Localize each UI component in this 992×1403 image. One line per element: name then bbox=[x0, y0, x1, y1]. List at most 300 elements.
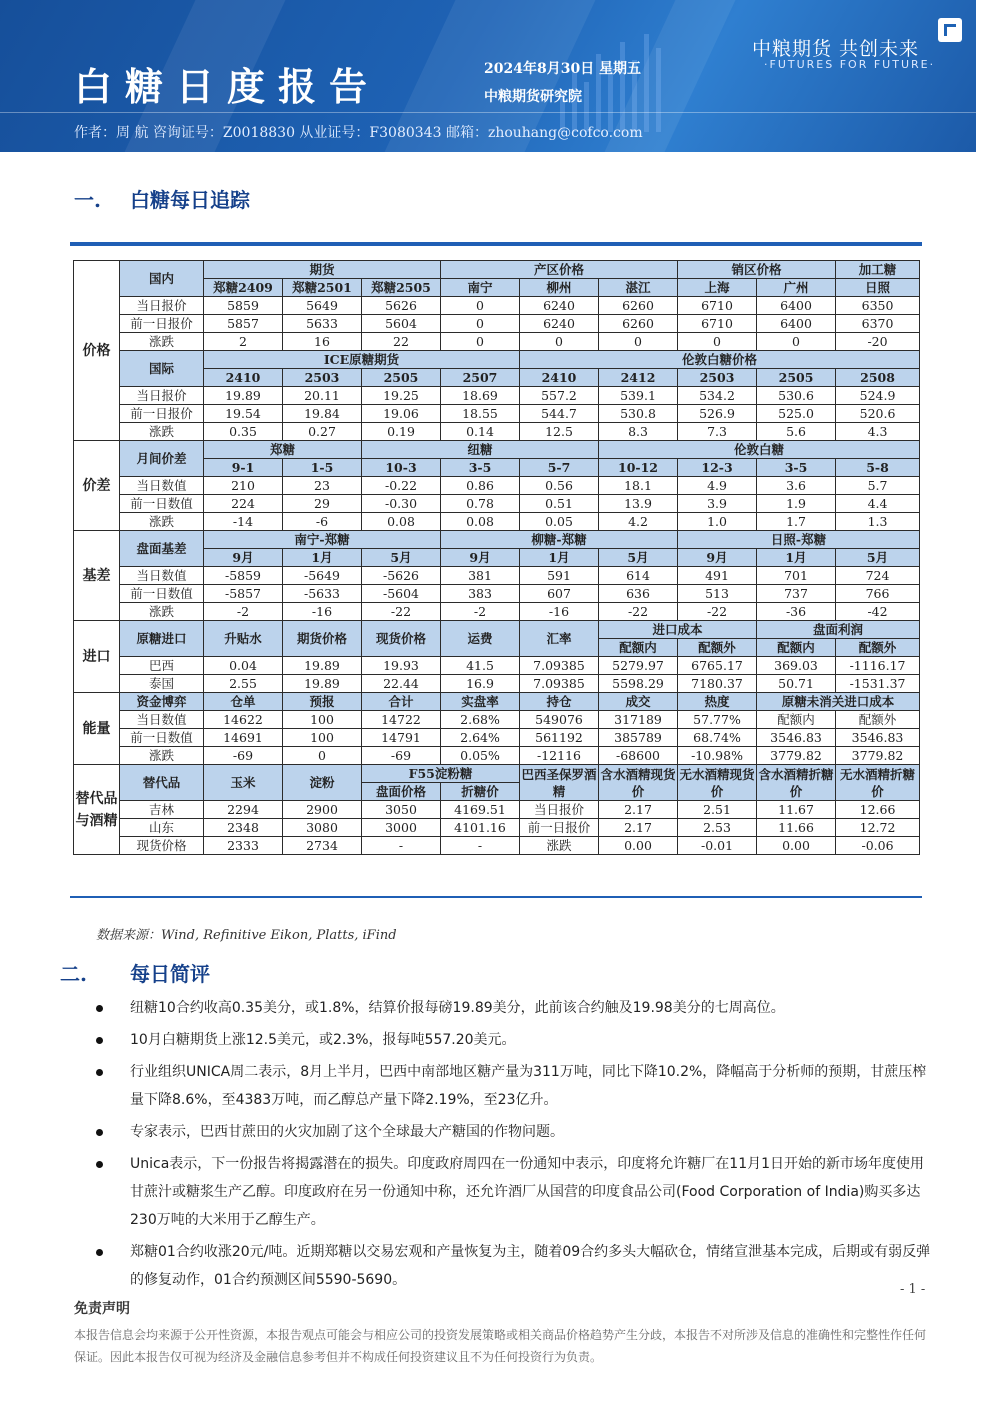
data-cell: 50.71 bbox=[757, 675, 836, 693]
data-cell: 2.17 bbox=[599, 801, 678, 819]
header-cell: 替代品 bbox=[120, 765, 204, 801]
table-row bbox=[74, 585, 920, 603]
data-cell: 491 bbox=[678, 567, 757, 585]
data-cell: 22 bbox=[362, 333, 441, 351]
table-row bbox=[74, 711, 920, 729]
data-cell: 29 bbox=[283, 495, 362, 513]
company-logo-icon bbox=[938, 18, 962, 42]
table-row bbox=[74, 423, 920, 441]
subheader-cell: 5-7 bbox=[520, 459, 599, 477]
data-cell: 7180.37 bbox=[678, 675, 757, 693]
data-cell: 5649 bbox=[283, 297, 362, 315]
data-cell: 2348 bbox=[204, 819, 283, 837]
header-cell: 含水酒精现货价 bbox=[600, 766, 676, 799]
data-cell: 当日报价 bbox=[520, 801, 599, 819]
data-cell: -42 bbox=[836, 603, 920, 621]
data-cell: 5857 bbox=[204, 315, 283, 333]
subheader-cell: 郑糖2501 bbox=[283, 279, 362, 297]
data-cell: 557.2 bbox=[520, 387, 599, 405]
section1-number: 一. bbox=[74, 188, 101, 212]
data-cell: 539.1 bbox=[599, 387, 678, 405]
subheader-cell: 日照 bbox=[836, 279, 920, 297]
data-cell: 23 bbox=[283, 477, 362, 495]
data-cell: 0.08 bbox=[362, 513, 441, 531]
header-cell: 国内 bbox=[120, 261, 204, 297]
bullet-icon bbox=[96, 1161, 103, 1168]
row-label: 泰国 bbox=[120, 675, 204, 693]
row-label: 涨跌 bbox=[120, 603, 204, 621]
subheader-cell: 上海 bbox=[678, 279, 757, 297]
row-label: 当日数值 bbox=[120, 477, 204, 495]
header-cell: 运费 bbox=[441, 621, 520, 657]
data-cell: 607 bbox=[520, 585, 599, 603]
data-cell: 0 bbox=[520, 333, 599, 351]
data-cell: 4101.16 bbox=[441, 819, 520, 837]
data-cell: 1.9 bbox=[757, 495, 836, 513]
group-basis: 基差 bbox=[74, 531, 120, 621]
row-label: 涨跌 bbox=[120, 333, 204, 351]
bullet-icon bbox=[96, 1037, 103, 1044]
data-cell: 701 bbox=[757, 567, 836, 585]
header-cell: 柳糖-郑糖 bbox=[441, 531, 678, 549]
data-cell: 530.6 bbox=[757, 387, 836, 405]
header-cell: 无水酒精折糖价 bbox=[836, 765, 920, 801]
data-cell: 0 bbox=[757, 333, 836, 351]
table-row bbox=[74, 513, 920, 531]
data-cell: 5279.97 bbox=[599, 657, 678, 675]
row-label: 涨跌 bbox=[120, 747, 204, 765]
data-cell: 3050 bbox=[362, 801, 441, 819]
row-label: 涨跌 bbox=[120, 513, 204, 531]
data-cell: 636 bbox=[599, 585, 678, 603]
data-cell: 2.53 bbox=[678, 819, 757, 837]
header-cell: 持仓 bbox=[520, 693, 599, 711]
data-cell: - bbox=[362, 837, 441, 855]
subheader-cell: 广州 bbox=[757, 279, 836, 297]
header-cell: 淀粉 bbox=[283, 765, 362, 801]
data-cell: 41.5 bbox=[441, 657, 520, 675]
subheader-cell: 5月 bbox=[836, 549, 920, 567]
header-cell: 销区价格 bbox=[678, 261, 836, 279]
report-date: 2024年8月30日 星期五 bbox=[484, 61, 642, 77]
data-cell: 524.9 bbox=[836, 387, 920, 405]
data-cell: 0.27 bbox=[283, 423, 362, 441]
bullet-icon bbox=[96, 1005, 103, 1012]
data-cell: 5.7 bbox=[836, 477, 920, 495]
row-label: 前一日数值 bbox=[120, 495, 204, 513]
list-item bbox=[96, 994, 934, 1022]
data-cell: 3080 bbox=[283, 819, 362, 837]
header-cell: 巴西圣保罗酒精 bbox=[521, 766, 597, 799]
data-cell: 383 bbox=[441, 585, 520, 603]
data-cell: 5626 bbox=[362, 297, 441, 315]
data-cell: 0.35 bbox=[204, 423, 283, 441]
data-cell: 6710 bbox=[678, 315, 757, 333]
data-cell: 3779.82 bbox=[757, 747, 836, 765]
data-cell: -0.22 bbox=[362, 477, 441, 495]
bullet-text: 纽糖10合约收高0.35美分，或1.8%，结算价报每磅19.89美分，此前该合约触及19.98美分的七周高位。 bbox=[130, 1000, 785, 1016]
header-cell: 预报 bbox=[283, 693, 362, 711]
data-cell: 2 bbox=[204, 333, 283, 351]
data-cell: 0 bbox=[441, 333, 520, 351]
row-label: 前一日报价 bbox=[120, 315, 204, 333]
header-cell: 国际 bbox=[120, 351, 204, 387]
data-source-note: 数据来源：Wind, Refinitive Eikon, Platts, iFind bbox=[96, 928, 397, 943]
data-cell: 3546.83 bbox=[836, 729, 920, 747]
subheader-cell: 南宁 bbox=[441, 279, 520, 297]
bullet-text: 行业组织UNICA周二表示，8月上半月，巴西中南部地区糖产量为311万吨，同比下降10.2%，降幅高于分析师的预期，甘蔗压榨量下降8.6%，至4383万吨，而乙醇总产量下降2.19%，至23亿升。 bbox=[130, 1064, 927, 1108]
header-cell: 无水酒精现货价 bbox=[679, 766, 755, 799]
table-row bbox=[74, 747, 920, 765]
table-row bbox=[74, 567, 920, 585]
data-cell: 3779.82 bbox=[836, 747, 920, 765]
data-cell: 0.19 bbox=[362, 423, 441, 441]
header-cell: 郑糖 bbox=[204, 441, 362, 459]
data-cell: 210 bbox=[204, 477, 283, 495]
header-cell: 汇率 bbox=[520, 621, 599, 657]
data-cell: -2 bbox=[441, 603, 520, 621]
brand-name: 中粮期货 共创未来 bbox=[752, 38, 920, 60]
data-cell: 2.17 bbox=[599, 819, 678, 837]
subheader-cell: 2412 bbox=[599, 369, 678, 387]
header-cell: 实盘率 bbox=[441, 693, 520, 711]
data-cell: 561192 bbox=[520, 729, 599, 747]
data-cell: 0.78 bbox=[441, 495, 520, 513]
section1-title: 白糖每日追踪 bbox=[130, 188, 250, 212]
header-cell: 仓单 bbox=[204, 693, 283, 711]
header-cell: 热度 bbox=[678, 693, 757, 711]
data-cell: 19.84 bbox=[283, 405, 362, 423]
data-cell: -14 bbox=[204, 513, 283, 531]
data-cell: 18.55 bbox=[441, 405, 520, 423]
data-cell: 2333 bbox=[204, 837, 283, 855]
header-cell: ICE原糖期货 bbox=[204, 351, 520, 369]
data-cell: 7.3 bbox=[678, 423, 757, 441]
bullet-icon bbox=[96, 1069, 103, 1076]
row-label: 当日数值 bbox=[120, 567, 204, 585]
table-row bbox=[74, 819, 920, 837]
data-cell: 0.00 bbox=[599, 837, 678, 855]
subheader-cell: 12-3 bbox=[678, 459, 757, 477]
subheader-cell: 1月 bbox=[283, 549, 362, 567]
table-row bbox=[74, 837, 920, 855]
data-cell: 16.9 bbox=[441, 675, 520, 693]
data-cell: -22 bbox=[678, 603, 757, 621]
table-row bbox=[74, 315, 920, 333]
data-cell: 6710 bbox=[678, 297, 757, 315]
subheader-cell: 2508 bbox=[836, 369, 920, 387]
group-price: 价格 bbox=[74, 261, 120, 441]
list-item bbox=[96, 1118, 934, 1146]
subheader-cell: 配额外 bbox=[678, 639, 757, 657]
data-cell: 11.66 bbox=[757, 819, 836, 837]
data-cell: -68600 bbox=[599, 747, 678, 765]
data-cell: 11.67 bbox=[757, 801, 836, 819]
data-cell: 5598.29 bbox=[599, 675, 678, 693]
data-cell: 6260 bbox=[599, 297, 678, 315]
group-substitute: 替代品与酒精 bbox=[74, 765, 120, 855]
row-label: 当日报价 bbox=[120, 297, 204, 315]
header-cell: 纽糖 bbox=[362, 441, 599, 459]
subheader-cell: 2410 bbox=[520, 369, 599, 387]
data-cell: 525.0 bbox=[757, 405, 836, 423]
subheader-cell: 9月 bbox=[678, 549, 757, 567]
sugar-tracking-table bbox=[73, 260, 920, 855]
data-cell: 8.3 bbox=[599, 423, 678, 441]
data-cell: 6240 bbox=[520, 297, 599, 315]
row-label: 现货价格 bbox=[120, 837, 204, 855]
data-cell: 614 bbox=[599, 567, 678, 585]
section2-number: 二. bbox=[60, 962, 87, 986]
subheader-cell: 1-5 bbox=[283, 459, 362, 477]
bullet-text: 10月白糖期货上涨12.5美元，或2.3%，报每吨557.20美元。 bbox=[130, 1032, 516, 1048]
bullet-text: 郑糖01合约收涨20元/吨。近期郑糖以交易宏观和产量恢复为主，随着09合约多头大幅砍仓，情绪宣泄基本完成，后期或有弱反弹的修复动作，01合约预测区间5590-5690。 bbox=[130, 1244, 931, 1288]
data-cell: 12.5 bbox=[520, 423, 599, 441]
data-cell: 0 bbox=[441, 297, 520, 315]
header-cell: 进口成本 bbox=[599, 621, 757, 639]
data-cell: 1.0 bbox=[678, 513, 757, 531]
data-cell: 57.77% bbox=[678, 711, 757, 729]
subheader-cell: 2505 bbox=[362, 369, 441, 387]
commentary-list bbox=[96, 994, 934, 1298]
data-cell: 3.6 bbox=[757, 477, 836, 495]
data-cell: 385789 bbox=[599, 729, 678, 747]
subheader-cell: 折糖价 bbox=[441, 783, 520, 801]
data-cell: 2900 bbox=[283, 801, 362, 819]
data-cell: 0 bbox=[678, 333, 757, 351]
data-cell: 100 bbox=[283, 729, 362, 747]
data-cell: 7.09385 bbox=[520, 675, 599, 693]
data-cell: 0.00 bbox=[757, 837, 836, 855]
data-cell: 16 bbox=[283, 333, 362, 351]
section2-title: 每日简评 bbox=[130, 962, 210, 986]
list-item bbox=[96, 1026, 934, 1054]
data-cell: 14622 bbox=[204, 711, 283, 729]
data-cell: -1116.17 bbox=[836, 657, 920, 675]
section1-rule bbox=[70, 242, 922, 246]
subheader-cell: 1月 bbox=[757, 549, 836, 567]
header-banner bbox=[0, 0, 976, 152]
data-cell: 19.93 bbox=[362, 657, 441, 675]
data-cell: 6260 bbox=[599, 315, 678, 333]
header-cell: 伦敦白糖价格 bbox=[520, 351, 920, 369]
data-cell: -10.98% bbox=[678, 747, 757, 765]
row-label: 山东 bbox=[120, 819, 204, 837]
data-cell: -12116 bbox=[520, 747, 599, 765]
data-cell: 0.56 bbox=[520, 477, 599, 495]
table-row bbox=[74, 675, 920, 693]
header-cell: 产区价格 bbox=[441, 261, 678, 279]
data-cell: 12.72 bbox=[836, 819, 920, 837]
data-cell: 2.55 bbox=[204, 675, 283, 693]
row-label: 涨跌 bbox=[120, 423, 204, 441]
table-row bbox=[74, 729, 920, 747]
subheader-cell: 1月 bbox=[520, 549, 599, 567]
data-cell: 1.3 bbox=[836, 513, 920, 531]
data-cell: 0.05 bbox=[520, 513, 599, 531]
data-cell: 6400 bbox=[757, 297, 836, 315]
subheader-cell: 配额内 bbox=[599, 639, 678, 657]
data-cell: 2294 bbox=[204, 801, 283, 819]
list-item bbox=[96, 1238, 934, 1294]
data-cell: 5604 bbox=[362, 315, 441, 333]
data-cell: 18.1 bbox=[599, 477, 678, 495]
data-cell: 591 bbox=[520, 567, 599, 585]
subheader-cell: 10-3 bbox=[362, 459, 441, 477]
data-cell: -6 bbox=[283, 513, 362, 531]
subheader-cell: 郑糖2409 bbox=[204, 279, 283, 297]
row-label: 前一日数值 bbox=[120, 729, 204, 747]
data-cell: 2734 bbox=[283, 837, 362, 855]
row-label: 当日报价 bbox=[120, 387, 204, 405]
data-cell: -0.06 bbox=[836, 837, 920, 855]
data-cell: 2.51 bbox=[678, 801, 757, 819]
data-cell: 5.6 bbox=[757, 423, 836, 441]
data-cell: 317189 bbox=[599, 711, 678, 729]
data-cell: 20.11 bbox=[283, 387, 362, 405]
data-cell: 18.69 bbox=[441, 387, 520, 405]
data-cell: -22 bbox=[599, 603, 678, 621]
author-line: 作者：周 航 咨询证号：Z0018830 从业证号：F3080343 邮箱：zhouhang@cofco.com bbox=[74, 125, 643, 141]
report-title: 白糖日度报告 bbox=[74, 64, 381, 109]
subheader-cell: 9月 bbox=[204, 549, 283, 567]
subheader-cell: 5-8 bbox=[836, 459, 920, 477]
header-cell: 资金博弈 bbox=[120, 693, 204, 711]
data-cell: 2.64% bbox=[441, 729, 520, 747]
data-cell: 724 bbox=[836, 567, 920, 585]
table-row bbox=[74, 657, 920, 675]
row-label: 巴西 bbox=[120, 657, 204, 675]
data-cell: 0.08 bbox=[441, 513, 520, 531]
data-cell: 12.66 bbox=[836, 801, 920, 819]
table-row bbox=[74, 297, 920, 315]
data-cell: 4.2 bbox=[599, 513, 678, 531]
data-cell: 14691 bbox=[204, 729, 283, 747]
data-cell: 3.9 bbox=[678, 495, 757, 513]
data-cell: 5859 bbox=[204, 297, 283, 315]
row-label: 前一日数值 bbox=[120, 585, 204, 603]
header-cell: 期货 bbox=[204, 261, 441, 279]
data-cell: 4.4 bbox=[836, 495, 920, 513]
data-cell: -5857 bbox=[204, 585, 283, 603]
bullet-icon bbox=[96, 1129, 103, 1136]
data-cell: 19.54 bbox=[204, 405, 283, 423]
data-cell: 4.9 bbox=[678, 477, 757, 495]
data-cell: -20 bbox=[836, 333, 920, 351]
data-cell: 19.89 bbox=[283, 675, 362, 693]
disclaimer-title: 免责声明 bbox=[74, 1301, 130, 1317]
data-cell: 3000 bbox=[362, 819, 441, 837]
table-row bbox=[74, 387, 920, 405]
data-cell: 配额内 bbox=[757, 711, 836, 729]
subheader-cell: 3-5 bbox=[441, 459, 520, 477]
data-cell: 配额外 bbox=[836, 711, 920, 729]
data-cell: 0.04 bbox=[204, 657, 283, 675]
data-cell: -69 bbox=[362, 747, 441, 765]
data-cell: 549076 bbox=[520, 711, 599, 729]
subheader-cell: 9月 bbox=[441, 549, 520, 567]
header-cell: 盘面利润 bbox=[757, 621, 920, 639]
data-cell: 0.51 bbox=[520, 495, 599, 513]
subheader-cell: 2503 bbox=[678, 369, 757, 387]
header-cell: 升贴水 bbox=[204, 621, 283, 657]
data-cell: 5633 bbox=[283, 315, 362, 333]
bullet-icon bbox=[96, 1249, 103, 1256]
header-cell: 伦敦白糖 bbox=[599, 441, 920, 459]
data-cell: 13.9 bbox=[599, 495, 678, 513]
subheader-cell: 2507 bbox=[441, 369, 520, 387]
subheader-cell: 柳州 bbox=[520, 279, 599, 297]
data-cell: -0.30 bbox=[362, 495, 441, 513]
data-cell: -16 bbox=[283, 603, 362, 621]
data-cell: 6400 bbox=[757, 315, 836, 333]
subheader-cell: 10-12 bbox=[599, 459, 678, 477]
data-cell: 4169.51 bbox=[441, 801, 520, 819]
subheader-cell: 5月 bbox=[599, 549, 678, 567]
header-cell: 加工糖 bbox=[836, 261, 920, 279]
subheader-cell: 配额内 bbox=[757, 639, 836, 657]
row-label: 当日数值 bbox=[120, 711, 204, 729]
data-cell: 22.44 bbox=[362, 675, 441, 693]
data-cell: -2 bbox=[204, 603, 283, 621]
data-cell: -36 bbox=[757, 603, 836, 621]
page-number: - 1 - bbox=[900, 1282, 926, 1297]
data-cell: 6240 bbox=[520, 315, 599, 333]
table-row bbox=[74, 603, 920, 621]
data-cell: 19.89 bbox=[204, 387, 283, 405]
data-cell: 1.7 bbox=[757, 513, 836, 531]
data-cell: 526.9 bbox=[678, 405, 757, 423]
data-cell: 68.74% bbox=[678, 729, 757, 747]
data-cell: -16 bbox=[520, 603, 599, 621]
data-cell: 0 bbox=[599, 333, 678, 351]
data-cell: 2.68% bbox=[441, 711, 520, 729]
data-cell: -69 bbox=[204, 747, 283, 765]
data-cell: 0.05% bbox=[441, 747, 520, 765]
table-row bbox=[74, 333, 920, 351]
subheader-cell: 盘面价格 bbox=[362, 783, 441, 801]
table-row bbox=[74, 495, 920, 513]
disclaimer-text: 本报告信息会均来源于公开性资源，本报告观点可能会与相应公司的投资发展策略或相关商品价格趋势产生分歧，本报告不对所涉及信息的准确性和完整性作任何保证。因此本报告仅可视为经济及金融信息参考但并不构成任何投资建议且不为任何投资行为负责。 bbox=[74, 1328, 927, 1364]
data-cell: 100 bbox=[283, 711, 362, 729]
data-cell: 381 bbox=[441, 567, 520, 585]
data-cell: 544.7 bbox=[520, 405, 599, 423]
data-cell: 19.89 bbox=[283, 657, 362, 675]
data-cell: 6765.17 bbox=[678, 657, 757, 675]
group-spread: 价差 bbox=[74, 441, 120, 531]
data-cell: 369.03 bbox=[757, 657, 836, 675]
data-cell: 0 bbox=[283, 747, 362, 765]
subheader-cell: 3-5 bbox=[757, 459, 836, 477]
data-cell: 涨跌 bbox=[520, 837, 599, 855]
data-cell: 0 bbox=[441, 315, 520, 333]
data-cell: 530.8 bbox=[599, 405, 678, 423]
header-cell: 合计 bbox=[362, 693, 441, 711]
header-cell: 南宁-郑糖 bbox=[204, 531, 441, 549]
data-cell: -22 bbox=[362, 603, 441, 621]
data-cell: 737 bbox=[757, 585, 836, 603]
data-cell: -5633 bbox=[283, 585, 362, 603]
group-import: 进口 bbox=[74, 621, 120, 693]
data-cell: 7.09385 bbox=[520, 657, 599, 675]
data-cell: 6370 bbox=[836, 315, 920, 333]
header-cell: 玉米 bbox=[204, 765, 283, 801]
data-cell: 6350 bbox=[836, 297, 920, 315]
data-cell: -5859 bbox=[204, 567, 283, 585]
row-label: 吉林 bbox=[120, 801, 204, 819]
list-item bbox=[96, 1058, 934, 1114]
table-row bbox=[74, 405, 920, 423]
